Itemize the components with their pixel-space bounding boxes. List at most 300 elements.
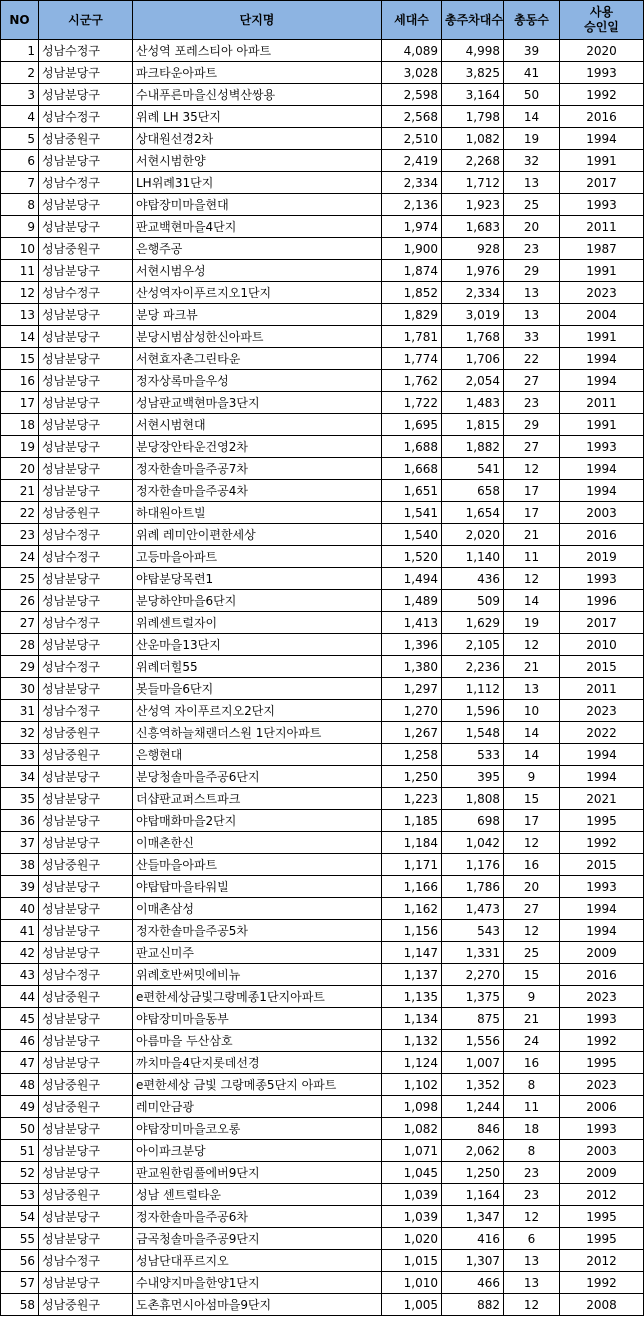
- cell-buildings: 8: [504, 1074, 560, 1096]
- cell-complex-name: 산성역자이푸르지오1단지: [133, 282, 382, 304]
- table-row: [1, 480, 644, 502]
- cell-approval-year: 1994: [560, 898, 644, 920]
- cell-parking: 1,331: [442, 942, 504, 964]
- cell-households: 1,171: [382, 854, 442, 876]
- cell-approval-year: 1994: [560, 920, 644, 942]
- cell-complex-name: 위례더힐55: [133, 656, 382, 678]
- cell-sigungu: 성남분당구: [39, 1206, 133, 1228]
- cell-no: 58: [1, 1294, 39, 1316]
- cell-complex-name: 레미안금광: [133, 1096, 382, 1118]
- table-row: [1, 920, 644, 942]
- cell-complex-name: 분당하얀마을6단지: [133, 590, 382, 612]
- cell-no: 8: [1, 194, 39, 216]
- cell-complex-name: 은행현대: [133, 744, 382, 766]
- table-row: [1, 326, 644, 348]
- table-row: [1, 722, 644, 744]
- cell-complex-name: 정자한솔마을주공5차: [133, 920, 382, 942]
- cell-sigungu: 성남분당구: [39, 392, 133, 414]
- cell-approval-year: 1994: [560, 766, 644, 788]
- cell-parking: 1,007: [442, 1052, 504, 1074]
- cell-buildings: 39: [504, 40, 560, 62]
- cell-buildings: 9: [504, 986, 560, 1008]
- cell-buildings: 20: [504, 876, 560, 898]
- cell-households: 1,166: [382, 876, 442, 898]
- cell-sigungu: 성남중원구: [39, 128, 133, 150]
- cell-sigungu: 성남분당구: [39, 766, 133, 788]
- cell-households: 1,494: [382, 568, 442, 590]
- table-row: [1, 304, 644, 326]
- cell-sigungu: 성남수정구: [39, 1250, 133, 1272]
- cell-parking: 882: [442, 1294, 504, 1316]
- cell-parking: 658: [442, 480, 504, 502]
- cell-complex-name: 성남 센트럴타운: [133, 1184, 382, 1206]
- cell-complex-name: 정자상록마을우성: [133, 370, 382, 392]
- cell-buildings: 21: [504, 524, 560, 546]
- cell-no: 4: [1, 106, 39, 128]
- cell-parking: 1,140: [442, 546, 504, 568]
- cell-complex-name: 정자한솔마을주공4차: [133, 480, 382, 502]
- cell-buildings: 17: [504, 502, 560, 524]
- cell-households: 2,568: [382, 106, 442, 128]
- cell-buildings: 23: [504, 238, 560, 260]
- cell-buildings: 23: [504, 392, 560, 414]
- cell-approval-year: 2011: [560, 678, 644, 700]
- cell-sigungu: 성남분당구: [39, 788, 133, 810]
- cell-no: 28: [1, 634, 39, 656]
- cell-complex-name: 야탑분당목련1: [133, 568, 382, 590]
- cell-buildings: 50: [504, 84, 560, 106]
- cell-complex-name: 위례 LH 35단지: [133, 106, 382, 128]
- cell-sigungu: 성남분당구: [39, 1272, 133, 1294]
- table-row: [1, 1096, 644, 1118]
- cell-sigungu: 성남중원구: [39, 1294, 133, 1316]
- cell-sigungu: 성남분당구: [39, 568, 133, 590]
- cell-households: 1,223: [382, 788, 442, 810]
- cell-buildings: 12: [504, 634, 560, 656]
- cell-households: 1,489: [382, 590, 442, 612]
- cell-complex-name: 파크타운아파트: [133, 62, 382, 84]
- cell-approval-year: 2017: [560, 612, 644, 634]
- cell-parking: 1,347: [442, 1206, 504, 1228]
- cell-parking: 875: [442, 1008, 504, 1030]
- cell-approval-year: 1994: [560, 370, 644, 392]
- cell-parking: 1,596: [442, 700, 504, 722]
- cell-sigungu: 성남분당구: [39, 810, 133, 832]
- table-row: [1, 84, 644, 106]
- cell-no: 57: [1, 1272, 39, 1294]
- cell-complex-name: 분당시범삼성한신아파트: [133, 326, 382, 348]
- cell-no: 21: [1, 480, 39, 502]
- cell-no: 29: [1, 656, 39, 678]
- cell-buildings: 29: [504, 260, 560, 282]
- cell-sigungu: 성남중원구: [39, 722, 133, 744]
- cell-approval-year: 2022: [560, 722, 644, 744]
- cell-households: 1,722: [382, 392, 442, 414]
- cell-approval-year: 2021: [560, 788, 644, 810]
- cell-approval-year: 1993: [560, 436, 644, 458]
- cell-approval-year: 2006: [560, 1096, 644, 1118]
- cell-sigungu: 성남분당구: [39, 348, 133, 370]
- cell-households: 1,688: [382, 436, 442, 458]
- cell-households: 3,028: [382, 62, 442, 84]
- header-no: NO: [1, 1, 39, 40]
- cell-approval-year: 1991: [560, 414, 644, 436]
- cell-approval-year: 2017: [560, 172, 644, 194]
- cell-households: 1,762: [382, 370, 442, 392]
- cell-no: 33: [1, 744, 39, 766]
- cell-complex-name: 은행주공: [133, 238, 382, 260]
- cell-parking: 2,020: [442, 524, 504, 546]
- cell-households: 2,419: [382, 150, 442, 172]
- table-row: [1, 854, 644, 876]
- cell-households: 1,156: [382, 920, 442, 942]
- cell-parking: 543: [442, 920, 504, 942]
- cell-sigungu: 성남중원구: [39, 502, 133, 524]
- cell-buildings: 23: [504, 1184, 560, 1206]
- cell-sigungu: 성남분당구: [39, 1162, 133, 1184]
- cell-complex-name: 정자한솔마을주공6차: [133, 1206, 382, 1228]
- cell-no: 44: [1, 986, 39, 1008]
- cell-approval-year: 2023: [560, 700, 644, 722]
- table-row: [1, 1140, 644, 1162]
- table-row: [1, 1118, 644, 1140]
- cell-no: 48: [1, 1074, 39, 1096]
- cell-parking: 541: [442, 458, 504, 480]
- cell-households: 1,010: [382, 1272, 442, 1294]
- cell-sigungu: 성남분당구: [39, 370, 133, 392]
- cell-households: 1,258: [382, 744, 442, 766]
- cell-households: 1,668: [382, 458, 442, 480]
- cell-parking: 2,054: [442, 370, 504, 392]
- cell-parking: 1,375: [442, 986, 504, 1008]
- cell-households: 1,045: [382, 1162, 442, 1184]
- cell-sigungu: 성남수정구: [39, 656, 133, 678]
- cell-complex-name: LH위례31단지: [133, 172, 382, 194]
- cell-parking: 2,105: [442, 634, 504, 656]
- cell-households: 1,774: [382, 348, 442, 370]
- cell-no: 25: [1, 568, 39, 590]
- cell-no: 15: [1, 348, 39, 370]
- cell-sigungu: 성남분당구: [39, 1118, 133, 1140]
- cell-approval-year: 1994: [560, 480, 644, 502]
- table-row: [1, 370, 644, 392]
- cell-approval-year: 2016: [560, 106, 644, 128]
- cell-approval-year: 2003: [560, 1140, 644, 1162]
- cell-no: 54: [1, 1206, 39, 1228]
- cell-sigungu: 성남분당구: [39, 678, 133, 700]
- cell-buildings: 24: [504, 1030, 560, 1052]
- cell-approval-year: 2016: [560, 524, 644, 546]
- cell-approval-year: 1992: [560, 1272, 644, 1294]
- cell-buildings: 17: [504, 480, 560, 502]
- cell-complex-name: 산성역 자이푸르지오2단지: [133, 700, 382, 722]
- cell-complex-name: 야탑매화마을2단지: [133, 810, 382, 832]
- cell-no: 6: [1, 150, 39, 172]
- cell-households: 1,651: [382, 480, 442, 502]
- cell-sigungu: 성남수정구: [39, 524, 133, 546]
- cell-sigungu: 성남분당구: [39, 216, 133, 238]
- cell-complex-name: 아름마을 두산삼호: [133, 1030, 382, 1052]
- cell-approval-year: 1992: [560, 84, 644, 106]
- cell-complex-name: 수내푸른마을신성벽산쌍용: [133, 84, 382, 106]
- cell-complex-name: 서현효자촌그린타운: [133, 348, 382, 370]
- cell-no: 32: [1, 722, 39, 744]
- cell-no: 5: [1, 128, 39, 150]
- cell-sigungu: 성남수정구: [39, 172, 133, 194]
- cell-no: 51: [1, 1140, 39, 1162]
- cell-sigungu: 성남분당구: [39, 458, 133, 480]
- cell-complex-name: 까치마을4단지롯데선경: [133, 1052, 382, 1074]
- cell-households: 1,380: [382, 656, 442, 678]
- cell-parking: 533: [442, 744, 504, 766]
- cell-no: 35: [1, 788, 39, 810]
- table-row: [1, 260, 644, 282]
- cell-buildings: 27: [504, 898, 560, 920]
- table-row: [1, 172, 644, 194]
- table-row: [1, 1162, 644, 1184]
- cell-complex-name: 서현시범현대: [133, 414, 382, 436]
- cell-complex-name: 이매촌한신: [133, 832, 382, 854]
- cell-approval-year: 1993: [560, 1008, 644, 1030]
- cell-parking: 466: [442, 1272, 504, 1294]
- cell-buildings: 19: [504, 128, 560, 150]
- cell-households: 1,134: [382, 1008, 442, 1030]
- cell-no: 37: [1, 832, 39, 854]
- cell-households: 2,598: [382, 84, 442, 106]
- cell-buildings: 21: [504, 656, 560, 678]
- cell-no: 36: [1, 810, 39, 832]
- cell-parking: 2,270: [442, 964, 504, 986]
- header-approval-year: 사용 승인일: [560, 1, 644, 40]
- cell-approval-year: 2011: [560, 392, 644, 414]
- cell-buildings: 16: [504, 854, 560, 876]
- table-row: [1, 612, 644, 634]
- cell-approval-year: 2015: [560, 656, 644, 678]
- cell-households: 1,102: [382, 1074, 442, 1096]
- cell-parking: 1,654: [442, 502, 504, 524]
- cell-buildings: 25: [504, 194, 560, 216]
- cell-parking: 2,268: [442, 150, 504, 172]
- cell-complex-name: 위례센트럴자이: [133, 612, 382, 634]
- cell-parking: 1,250: [442, 1162, 504, 1184]
- cell-sigungu: 성남분당구: [39, 194, 133, 216]
- table-row: [1, 700, 644, 722]
- cell-no: 23: [1, 524, 39, 546]
- table-row: [1, 502, 644, 524]
- table-row: [1, 568, 644, 590]
- cell-buildings: 15: [504, 964, 560, 986]
- cell-approval-year: 2023: [560, 1074, 644, 1096]
- table-row: [1, 1008, 644, 1030]
- cell-complex-name: 신흥역하늘채랜더스원 1단지아파트: [133, 722, 382, 744]
- cell-no: 13: [1, 304, 39, 326]
- table-row: [1, 744, 644, 766]
- cell-approval-year: 2004: [560, 304, 644, 326]
- cell-sigungu: 성남분당구: [39, 480, 133, 502]
- cell-no: 11: [1, 260, 39, 282]
- cell-complex-name: 야탑장미마을동부: [133, 1008, 382, 1030]
- cell-buildings: 13: [504, 678, 560, 700]
- cell-no: 19: [1, 436, 39, 458]
- table-header: [1, 1, 644, 40]
- cell-no: 43: [1, 964, 39, 986]
- cell-households: 1,541: [382, 502, 442, 524]
- table-row: [1, 436, 644, 458]
- cell-buildings: 23: [504, 1162, 560, 1184]
- table-row: [1, 524, 644, 546]
- cell-sigungu: 성남수정구: [39, 546, 133, 568]
- cell-buildings: 13: [504, 1272, 560, 1294]
- cell-buildings: 15: [504, 788, 560, 810]
- table-row: [1, 392, 644, 414]
- table-row: [1, 348, 644, 370]
- header-parking: 총주차대수: [442, 1, 504, 40]
- table-row: [1, 1184, 644, 1206]
- cell-buildings: 12: [504, 1294, 560, 1316]
- cell-sigungu: 성남분당구: [39, 436, 133, 458]
- cell-complex-name: e편한세상 금빛 그랑메종5단지 아파트: [133, 1074, 382, 1096]
- cell-households: 1,162: [382, 898, 442, 920]
- cell-approval-year: 1995: [560, 810, 644, 832]
- cell-parking: 1,706: [442, 348, 504, 370]
- cell-approval-year: 1991: [560, 326, 644, 348]
- cell-households: 1,147: [382, 942, 442, 964]
- cell-sigungu: 성남분당구: [39, 260, 133, 282]
- cell-approval-year: 2023: [560, 282, 644, 304]
- cell-approval-year: 2009: [560, 1162, 644, 1184]
- cell-households: 1,005: [382, 1294, 442, 1316]
- cell-approval-year: 1994: [560, 744, 644, 766]
- cell-households: 1,039: [382, 1206, 442, 1228]
- table-row: [1, 546, 644, 568]
- cell-buildings: 21: [504, 1008, 560, 1030]
- cell-parking: 1,244: [442, 1096, 504, 1118]
- cell-parking: 1,176: [442, 854, 504, 876]
- cell-parking: 395: [442, 766, 504, 788]
- cell-complex-name: 위례호반써밋에비뉴: [133, 964, 382, 986]
- table-row: [1, 986, 644, 1008]
- cell-no: 2: [1, 62, 39, 84]
- table-row: [1, 1294, 644, 1316]
- cell-approval-year: 1991: [560, 260, 644, 282]
- cell-approval-year: 2003: [560, 502, 644, 524]
- cell-parking: 846: [442, 1118, 504, 1140]
- cell-buildings: 12: [504, 568, 560, 590]
- cell-parking: 1,786: [442, 876, 504, 898]
- cell-sigungu: 성남중원구: [39, 854, 133, 876]
- cell-parking: 1,352: [442, 1074, 504, 1096]
- cell-approval-year: 2012: [560, 1184, 644, 1206]
- cell-no: 10: [1, 238, 39, 260]
- cell-no: 3: [1, 84, 39, 106]
- cell-no: 49: [1, 1096, 39, 1118]
- cell-households: 1,098: [382, 1096, 442, 1118]
- cell-sigungu: 성남수정구: [39, 612, 133, 634]
- cell-households: 1,270: [382, 700, 442, 722]
- cell-sigungu: 성남분당구: [39, 304, 133, 326]
- cell-households: 1,852: [382, 282, 442, 304]
- cell-approval-year: 1994: [560, 458, 644, 480]
- cell-parking: 1,923: [442, 194, 504, 216]
- cell-sigungu: 성남수정구: [39, 700, 133, 722]
- table-row: [1, 128, 644, 150]
- cell-households: 1,297: [382, 678, 442, 700]
- table-row: [1, 788, 644, 810]
- cell-complex-name: 성남판교백현마을3단지: [133, 392, 382, 414]
- table-body: [1, 40, 644, 1316]
- table-row: [1, 1250, 644, 1272]
- cell-buildings: 12: [504, 920, 560, 942]
- cell-parking: 2,334: [442, 282, 504, 304]
- cell-no: 24: [1, 546, 39, 568]
- cell-parking: 2,236: [442, 656, 504, 678]
- cell-parking: 1,768: [442, 326, 504, 348]
- cell-sigungu: 성남분당구: [39, 832, 133, 854]
- cell-households: 1,267: [382, 722, 442, 744]
- cell-parking: 1,808: [442, 788, 504, 810]
- cell-approval-year: 1993: [560, 62, 644, 84]
- cell-buildings: 8: [504, 1140, 560, 1162]
- cell-households: 2,510: [382, 128, 442, 150]
- cell-complex-name: 분당 파크뷰: [133, 304, 382, 326]
- cell-buildings: 14: [504, 106, 560, 128]
- cell-buildings: 12: [504, 832, 560, 854]
- cell-buildings: 20: [504, 216, 560, 238]
- cell-sigungu: 성남분당구: [39, 150, 133, 172]
- cell-complex-name: 고등마을아파트: [133, 546, 382, 568]
- cell-complex-name: 이매촌삼성: [133, 898, 382, 920]
- cell-sigungu: 성남중원구: [39, 744, 133, 766]
- cell-complex-name: 위례 레미안이편한세상: [133, 524, 382, 546]
- cell-approval-year: 1994: [560, 348, 644, 370]
- cell-no: 27: [1, 612, 39, 634]
- cell-parking: 3,825: [442, 62, 504, 84]
- cell-households: 1,974: [382, 216, 442, 238]
- cell-complex-name: 산성역 포레스티아 아파트: [133, 40, 382, 62]
- cell-buildings: 11: [504, 546, 560, 568]
- cell-complex-name: 서현시범한양: [133, 150, 382, 172]
- table-row: [1, 282, 644, 304]
- cell-complex-name: 판교원한림풀에버9단지: [133, 1162, 382, 1184]
- cell-buildings: 19: [504, 612, 560, 634]
- cell-approval-year: 1993: [560, 876, 644, 898]
- header-row: [1, 1, 644, 40]
- cell-households: 1,396: [382, 634, 442, 656]
- table-row: [1, 634, 644, 656]
- table-row: [1, 1030, 644, 1052]
- cell-complex-name: 봇들마을6단지: [133, 678, 382, 700]
- cell-complex-name: 분당장안타운건영2차: [133, 436, 382, 458]
- cell-households: 1,695: [382, 414, 442, 436]
- table-row: [1, 106, 644, 128]
- cell-sigungu: 성남분당구: [39, 942, 133, 964]
- cell-approval-year: 2010: [560, 634, 644, 656]
- cell-approval-year: 1992: [560, 1030, 644, 1052]
- cell-no: 14: [1, 326, 39, 348]
- cell-parking: 416: [442, 1228, 504, 1250]
- cell-complex-name: 수내양지마을한양1단지: [133, 1272, 382, 1294]
- table-row: [1, 1272, 644, 1294]
- table-row: [1, 832, 644, 854]
- cell-complex-name: 상대원선경2차: [133, 128, 382, 150]
- cell-households: 1,039: [382, 1184, 442, 1206]
- cell-no: 50: [1, 1118, 39, 1140]
- cell-complex-name: 분당청솔마을주공6단지: [133, 766, 382, 788]
- cell-households: 1,413: [382, 612, 442, 634]
- cell-households: 1,124: [382, 1052, 442, 1074]
- cell-households: 1,540: [382, 524, 442, 546]
- cell-parking: 698: [442, 810, 504, 832]
